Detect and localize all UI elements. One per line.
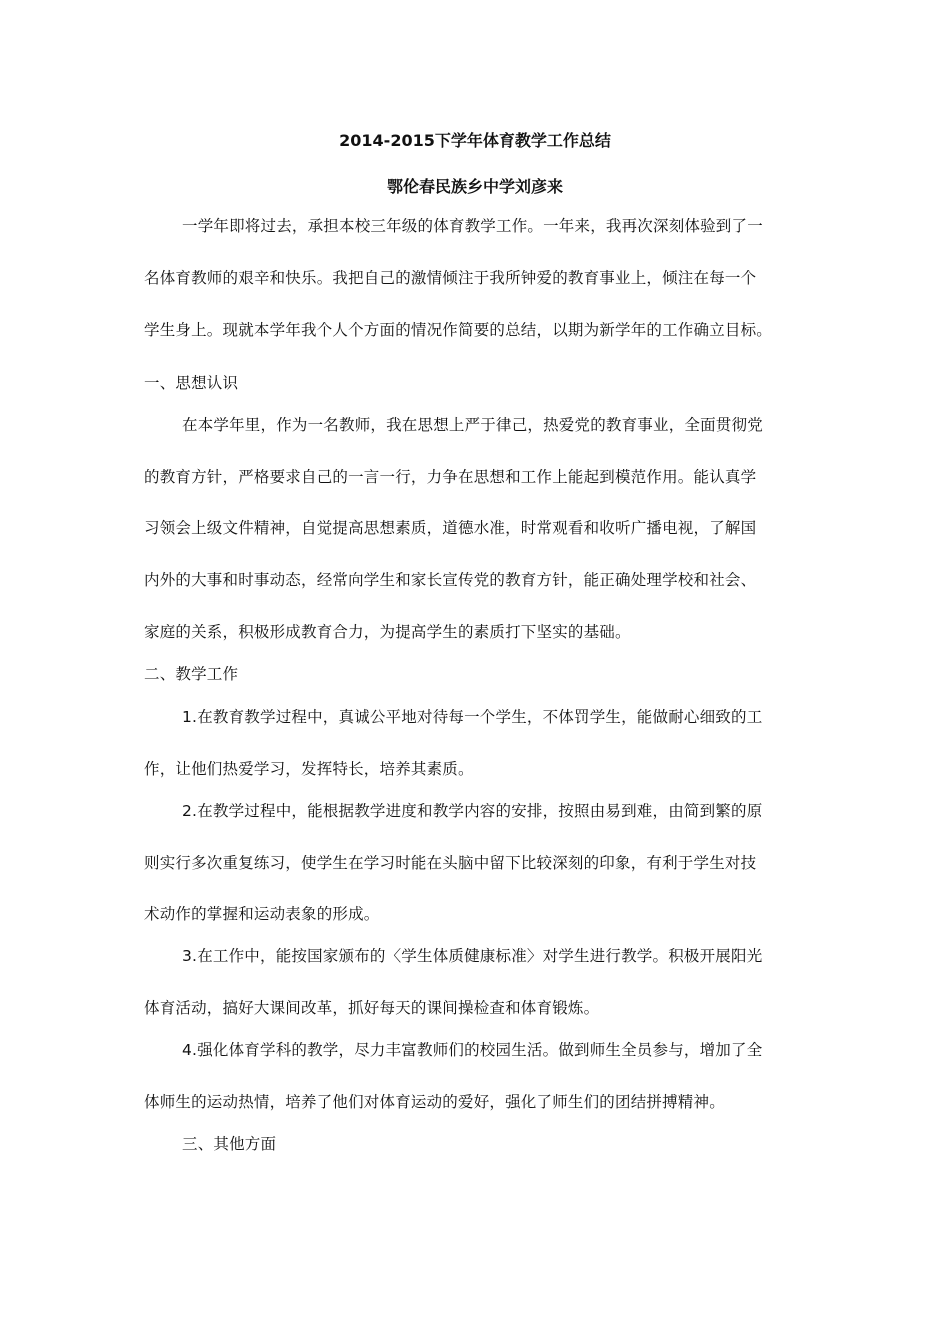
item-1-line-2: 作，让他们热爱学习，发挥特长，培养其素质。 (144, 760, 474, 778)
section-1-line-2: 的教育方针，严格要求自己的一言一行，力争在思想和工作上能起到模范作用。能认真学 (144, 468, 757, 486)
section-1-line-3: 习领会上级文件精神，自觉提高思想素质，道德水准，时常观看和收听广播电视，了解国 (144, 519, 757, 537)
section-1-heading: 一、思想认识 (144, 374, 239, 392)
section-3-heading: 三、其他方面 (182, 1135, 277, 1153)
intro-line-2: 名体育教师的艰辛和快乐。我把自己的激情倾注于我所钟爱的教育事业上，倾注在每一个 (144, 269, 757, 287)
section-1-line-1: 在本学年里，作为一名教师，我在思想上严于律己，热爱党的教育事业，全面贯彻党 (182, 416, 763, 434)
item-3-line-2: 体育活动，搞好大课间改革，抓好每天的课间操检查和体育锻炼。 (144, 999, 600, 1017)
section-2-heading: 二、教学工作 (144, 665, 239, 683)
section-1-line-4: 内外的大事和时事动态，经常向学生和家长宣传党的教育方针，能正确处理学校和社会、 (144, 571, 757, 589)
intro-line-1: 一学年即将过去，承担本校三年级的体育教学工作。一年来，我再次深刻体验到了一 (182, 217, 763, 235)
intro-line-3: 学生身上。现就本学年我个人个方面的情况作简要的总结，以期为新学年的工作确立目标。 (144, 321, 773, 339)
author-line: 鄂伦春民族乡中学刘彦来 (386, 177, 563, 196)
item-2-line-1: 2.在教学过程中，能根据教学进度和教学内容的安排，按照由易到难，由简到繁的原 (182, 802, 763, 820)
item-4-line-1: 4.强化体育学科的教学，尽力丰富教师们的校园生活。做到师生全员参与，增加了全 (182, 1041, 763, 1059)
section-1-line-5: 家庭的关系，积极形成教育合力，为提高学生的素质打下坚实的基础。 (144, 623, 631, 641)
document-title: 2014-2015下学年体育教学工作总结 (339, 131, 611, 150)
item-1-line-1: 1.在教育教学过程中，真诚公平地对待每一个学生，不体罚学生，能做耐心细致的工 (182, 708, 763, 726)
item-2-line-2: 则实行多次重复练习，使学生在学习时能在头脑中留下比较深刻的印象，有利于学生对技 (144, 854, 757, 872)
item-4-line-2: 体师生的运动热情，培养了他们对体育运动的爱好，强化了师生们的团结拼搏精神。 (144, 1093, 725, 1111)
item-3-line-1: 3.在工作中，能按国家颁布的〈学生体质健康标准〉对学生进行教学。积极开展阳光 (182, 947, 763, 965)
item-2-line-3: 术动作的掌握和运动表象的形成。 (144, 905, 380, 923)
